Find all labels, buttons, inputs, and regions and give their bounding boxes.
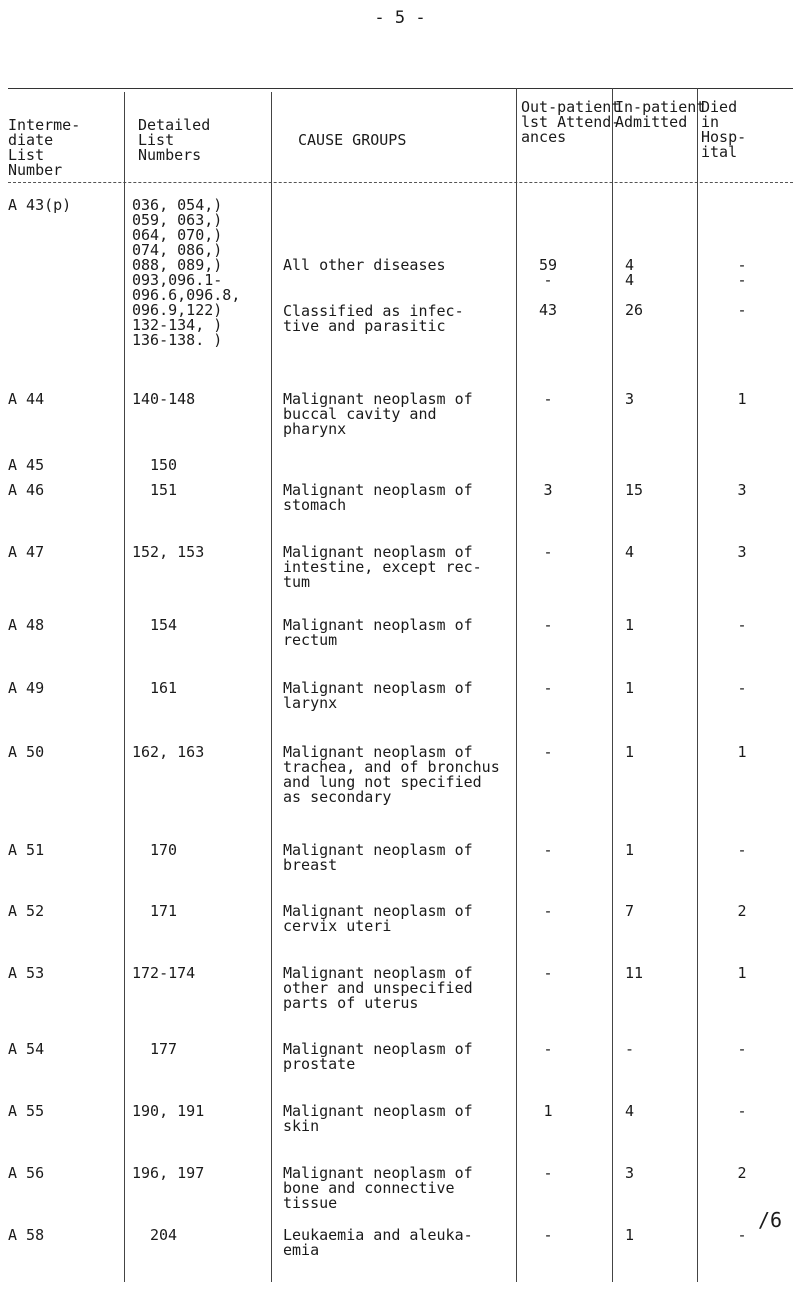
detailed-numbers: 172-174: [132, 964, 196, 982]
inpatient-value: 4: [625, 256, 635, 274]
inpatient-value: 11: [625, 964, 644, 982]
detailed-numbers: 190, 191: [132, 1102, 205, 1120]
cause-group: Malignant neoplasm of rectum: [283, 616, 473, 649]
header-died-in-hospital: Died in Hosp- ital: [701, 98, 747, 161]
intermediate-number: A 58: [8, 1226, 45, 1244]
inpatient-value: -: [625, 1040, 635, 1058]
header-bottom-rule: [8, 182, 793, 183]
intermediate-number: A 47: [8, 543, 45, 561]
intermediate-number: A 43(p): [8, 196, 72, 214]
died-value: -: [737, 1226, 747, 1244]
died-value: -: [737, 616, 747, 634]
outpatient-value: -: [543, 1164, 553, 1182]
detailed-numbers: 154: [150, 616, 178, 634]
column-divider: [612, 88, 613, 1282]
outpatient-value: -: [543, 743, 553, 761]
died-value: -: [737, 1102, 747, 1120]
inpatient-value: 1: [625, 679, 635, 697]
intermediate-number: A 48: [8, 616, 45, 634]
cause-group: All other diseases: [283, 256, 446, 274]
cause-group: Malignant neoplasm of stomach: [283, 481, 473, 514]
inpatient-value: 15: [625, 481, 644, 499]
detailed-numbers: 161: [150, 679, 178, 697]
died-value: 3: [737, 543, 747, 561]
detailed-numbers: 177: [150, 1040, 178, 1058]
intermediate-number: A 56: [8, 1164, 45, 1182]
outpatient-value: -: [543, 1226, 553, 1244]
inpatient-value: 3: [625, 1164, 635, 1182]
died-value: -: [737, 256, 747, 274]
cause-group: Malignant neoplasm of bone and connective tissue: [283, 1164, 473, 1212]
inpatient-value: 3: [625, 390, 635, 408]
outpatient-value: -: [543, 616, 553, 634]
header-outpatient-attendances: Out-patient lst Attend- ances: [521, 98, 621, 146]
column-divider: [516, 88, 517, 1282]
intermediate-number: A 44: [8, 390, 45, 408]
header-top-rule: [8, 88, 793, 89]
cause-group: Malignant neoplasm of buccal cavity and pharynx: [283, 390, 473, 438]
intermediate-number: A 55: [8, 1102, 45, 1120]
cause-group: Malignant neoplasm of trachea, and of bronchus and lung not specified as secondary: [283, 743, 500, 806]
cause-group: Malignant neoplasm of intestine, except rec- tum: [283, 543, 482, 591]
column-divider: [697, 88, 698, 1282]
outpatient-value: -: [543, 1040, 553, 1058]
detailed-numbers: 140-148: [132, 390, 196, 408]
died-value: 2: [737, 1164, 747, 1182]
outpatient-value: - 43: [538, 271, 558, 319]
cause-group: Malignant neoplasm of cervix uteri: [283, 902, 473, 935]
detailed-numbers: 170: [150, 841, 178, 859]
inpatient-value: 1: [625, 1226, 635, 1244]
column-divider: [124, 92, 125, 1282]
intermediate-number: A 54: [8, 1040, 45, 1058]
outpatient-value: -: [543, 902, 553, 920]
detailed-numbers: 171: [150, 902, 178, 920]
cause-group: Malignant neoplasm of other and unspecified parts of uterus: [283, 964, 473, 1012]
outpatient-value: -: [543, 390, 553, 408]
detailed-numbers: 162, 163: [132, 743, 205, 761]
column-divider: [271, 92, 272, 1282]
intermediate-number: A 50: [8, 743, 45, 761]
died-value: 1: [737, 743, 747, 761]
inpatient-value: 1: [625, 743, 635, 761]
inpatient-value: 4: [625, 1102, 635, 1120]
intermediate-number: A 45: [8, 456, 45, 474]
outpatient-value: 1: [543, 1102, 553, 1120]
inpatient-value: 4 26: [625, 271, 644, 319]
died-value: -: [737, 679, 747, 697]
inpatient-value: 7: [625, 902, 635, 920]
outpatient-value: 59: [538, 256, 558, 274]
detailed-numbers: 150: [150, 456, 178, 474]
detailed-numbers: 036, 054,) 059, 063,) 064, 070,) 074, 086,) 088, 089,): [132, 196, 223, 274]
died-value: 3: [737, 481, 747, 499]
detailed-numbers: 204: [150, 1226, 178, 1244]
outpatient-value: -: [543, 543, 553, 561]
died-value: 1: [737, 390, 747, 408]
detailed-numbers: 151: [150, 481, 178, 499]
continuation-mark: /6: [758, 1208, 783, 1232]
inpatient-value: 1: [625, 616, 635, 634]
outpatient-value: 3: [543, 481, 553, 499]
inpatient-value: 1: [625, 841, 635, 859]
intermediate-number: A 46: [8, 481, 45, 499]
cause-group: Malignant neoplasm of larynx: [283, 679, 473, 712]
intermediate-number: A 53: [8, 964, 45, 982]
header-inpatient-admitted: In-patient Admitted: [615, 98, 706, 131]
cause-group: Malignant neoplasm of breast: [283, 841, 473, 874]
detailed-numbers: 196, 197: [132, 1164, 205, 1182]
detailed-numbers: 152, 153: [132, 543, 205, 561]
header-detailed-list-numbers: Detailed List Numbers: [138, 116, 211, 164]
died-value: 2: [737, 902, 747, 920]
intermediate-number: A 51: [8, 841, 45, 859]
cause-group: Leukaemia and aleuka- emia: [283, 1226, 473, 1259]
outpatient-value: -: [543, 964, 553, 982]
header-cause-groups: CAUSE GROUPS: [298, 131, 407, 149]
died-value: 1: [737, 964, 747, 982]
intermediate-number: A 52: [8, 902, 45, 920]
outpatient-value: -: [543, 679, 553, 697]
page-number: - 5 -: [374, 8, 426, 28]
died-value: -: [737, 1040, 747, 1058]
died-value: -: [737, 841, 747, 859]
detailed-numbers: 093,096.1- 096.6,096.8, 096.9,122) 132-134, ) 136-138. ): [132, 271, 241, 349]
intermediate-number: A 49: [8, 679, 45, 697]
header-intermediate-list-number: Interme- diate List Number: [8, 116, 81, 179]
cause-group: Malignant neoplasm of skin: [283, 1102, 473, 1135]
cause-group: Malignant neoplasm of prostate: [283, 1040, 473, 1073]
died-value: - -: [737, 271, 747, 319]
inpatient-value: 4: [625, 543, 635, 561]
outpatient-value: -: [543, 841, 553, 859]
cause-group: Classified as infec- tive and parasitic: [283, 302, 464, 335]
